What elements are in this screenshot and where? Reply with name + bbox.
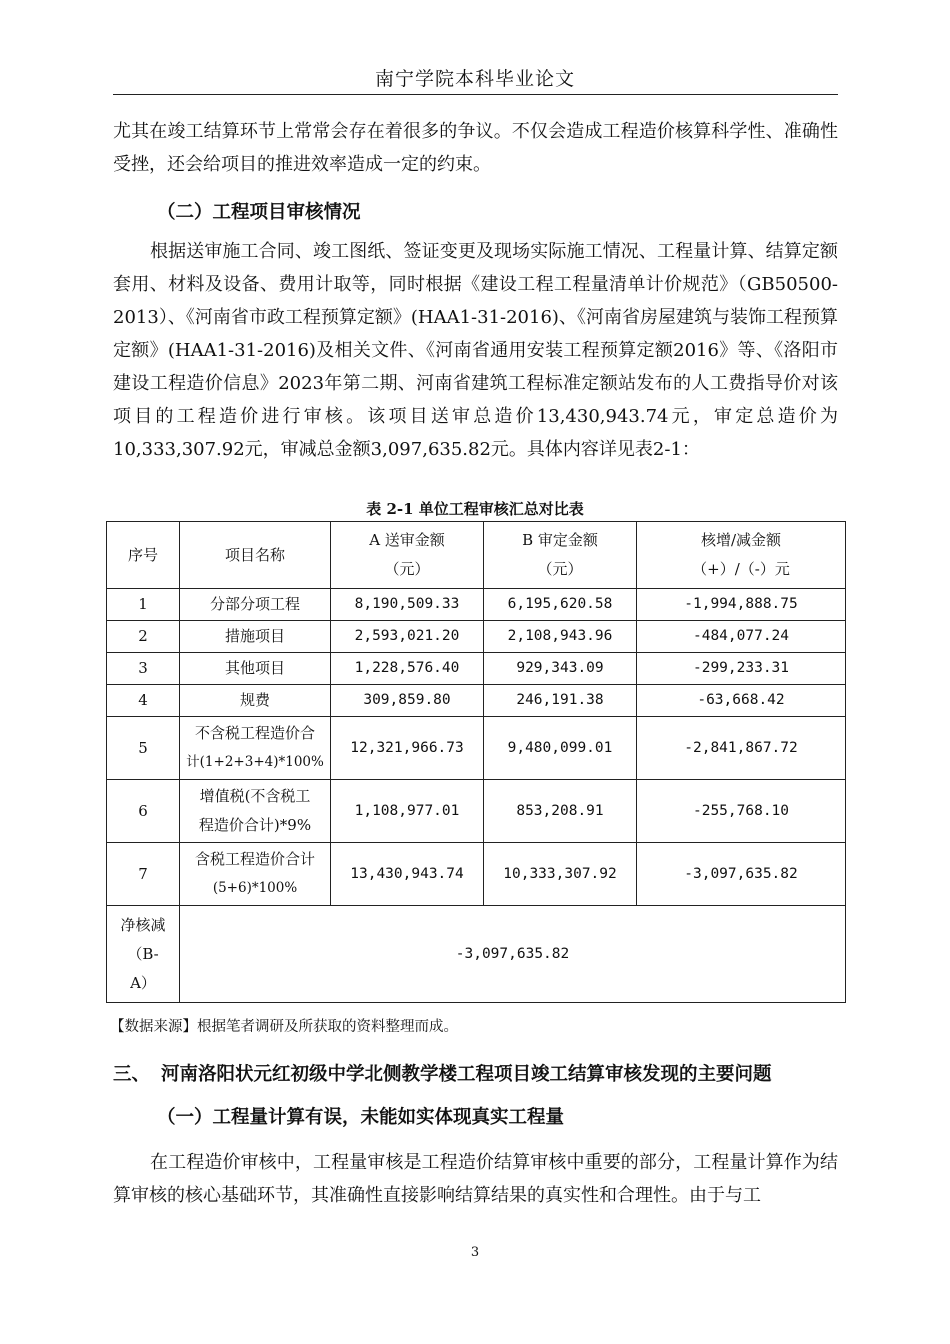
cell-b: 6,195,620.58 <box>484 589 637 621</box>
cell-a: 1,108,977.01 <box>331 780 484 843</box>
cell-diff: -255,768.10 <box>637 780 846 843</box>
cell-seq: 4 <box>107 685 180 717</box>
cell-name: 分部分项工程 <box>180 589 331 621</box>
table-row <box>107 621 846 653</box>
cell-name: 措施项目 <box>180 621 331 653</box>
cell-seq: 1 <box>107 589 180 621</box>
cell-seq: 2 <box>107 621 180 653</box>
cell-name: 其他项目 <box>180 653 331 685</box>
cell-diff: -1,994,888.75 <box>637 589 846 621</box>
net-value: -3,097,635.82 <box>180 906 846 1003</box>
cell-a: 309,859.80 <box>331 685 484 717</box>
cell-seq: 7 <box>107 843 180 906</box>
cell-a: 13,430,943.74 <box>331 843 484 906</box>
body-paragraph-1: 尤其在竣工结算环节上常常会存在着很多的争议。不仅会造成工程造价核算科学性、准确性受挫，还会给项目的推进效率造成一定的约束。 <box>113 121 838 175</box>
header-diff <box>637 522 846 589</box>
cell-name-line1: 含税工程造价合计 <box>194 850 315 868</box>
section-heading-3 <box>113 1060 772 1086</box>
table-caption: 表 2-1 单位工程审核汇总对比表 <box>366 500 584 518</box>
header-a-line1: A 送审金额 <box>369 531 445 549</box>
cell-name-line2: 程造价合计)*9% <box>198 816 312 834</box>
cell-name-line1: 不含税工程造价合 <box>194 724 315 742</box>
cell-name <box>180 717 331 780</box>
body-paragraph-3: 在工程造价审核中，工程量审核是工程造价结算审核中重要的部分，工程量计算作为结算审核的核心基础环节，其准确性直接影响结算结果的真实性和合理性。由于与工 <box>113 1152 838 1206</box>
cell-diff: -299,233.31 <box>637 653 846 685</box>
header-a-line2: （元） <box>384 560 430 578</box>
source-note: 【数据来源】根据笔者调研及所获取的资料整理而成。 <box>110 1019 458 1035</box>
header-b <box>484 522 637 589</box>
table-row <box>107 653 846 685</box>
cell-diff: -63,668.42 <box>637 685 846 717</box>
cell-b: 9,480,099.01 <box>484 717 637 780</box>
cell-b: 10,333,307.92 <box>484 843 637 906</box>
net-label-line3: A） <box>130 973 156 992</box>
section-3-title: 河南洛阳状元红初级中学北侧教学楼工程项目竣工结算审核发现的主要问题 <box>161 1064 772 1085</box>
header-a <box>331 522 484 589</box>
net-label-line1: 净核减 <box>120 915 166 934</box>
cell-diff: -2,841,867.72 <box>637 717 846 780</box>
table-net-row <box>107 906 846 1003</box>
cell-a: 12,321,966.73 <box>331 717 484 780</box>
page-number: 3 <box>470 1245 480 1260</box>
body-paragraph-2: 根据送审施工合同、竣工图纸、签证变更及现场实际施工情况、工程量计算、结算定额套用、材料及设备、费用计取等，同时根据《建设工程工程量清单计价规范》（GB50500-2013）、《河南省市政工程预算定额》(HAA1-31-2016)、《河南省房屋建筑与装饰工程预算定额》(HAA1-31-2016)及相关文件、《河南省通用安装工程预算定额2016》等、《洛阳市建设工程造价信息》2023年第二期、河南省建筑工程标准定额站发布的人工费指导价对该项目的工程造价进行审核。该项目送审总造价13,430,943.74元，审定总造价为10,333,307.92元，审减总金额3,097,635.82元。具体内容详见表2-1： <box>113 241 838 460</box>
cell-b: 246,191.38 <box>484 685 637 717</box>
net-label <box>107 906 180 1003</box>
cell-a: 8,190,509.33 <box>331 589 484 621</box>
cell-seq: 5 <box>107 717 180 780</box>
cell-b: 853,208.91 <box>484 780 637 843</box>
cell-name <box>180 843 331 906</box>
table-row <box>107 717 846 780</box>
cell-b: 2,108,943.96 <box>484 621 637 653</box>
cell-diff: -484,077.24 <box>637 621 846 653</box>
cell-diff: -3,097,635.82 <box>637 843 846 906</box>
header-seq: 序号 <box>107 522 180 589</box>
table-row <box>107 780 846 843</box>
cell-name <box>180 780 331 843</box>
summary-table <box>106 521 846 1003</box>
header-b-line1: B 审定金额 <box>522 531 598 549</box>
cell-seq: 3 <box>107 653 180 685</box>
header-title: 南宁学院本科毕业论文 <box>374 68 575 90</box>
cell-name-line2: 计(1+2+3+4)*100% <box>186 754 324 770</box>
header-b-line2: （元） <box>537 560 583 578</box>
cell-b: 929,343.09 <box>484 653 637 685</box>
table-row <box>107 589 846 621</box>
table-row <box>107 843 846 906</box>
cell-a: 1,228,576.40 <box>331 653 484 685</box>
cell-name: 规费 <box>180 685 331 717</box>
section-3-number: 三、 <box>113 1064 151 1085</box>
cell-a: 2,593,021.20 <box>331 621 484 653</box>
table-header-row <box>107 522 846 589</box>
section-heading-audit: （二）工程项目审核情况 <box>157 202 361 223</box>
subsection-heading-quantity: （一）工程量计算有误，未能如实体现真实工程量 <box>157 1107 565 1128</box>
header-diff-line2: （+）/（-）元 <box>692 560 790 578</box>
cell-name-line2: (5+6)*100% <box>212 880 298 896</box>
header-name: 项目名称 <box>180 522 331 589</box>
header-rule <box>113 94 838 95</box>
header-diff-line1: 核增/减金额 <box>700 531 782 549</box>
table-row <box>107 685 846 717</box>
cell-name-line1: 增值税(不含税工 <box>199 787 311 805</box>
cell-seq: 6 <box>107 780 180 843</box>
net-label-line2: （B- <box>127 944 159 963</box>
